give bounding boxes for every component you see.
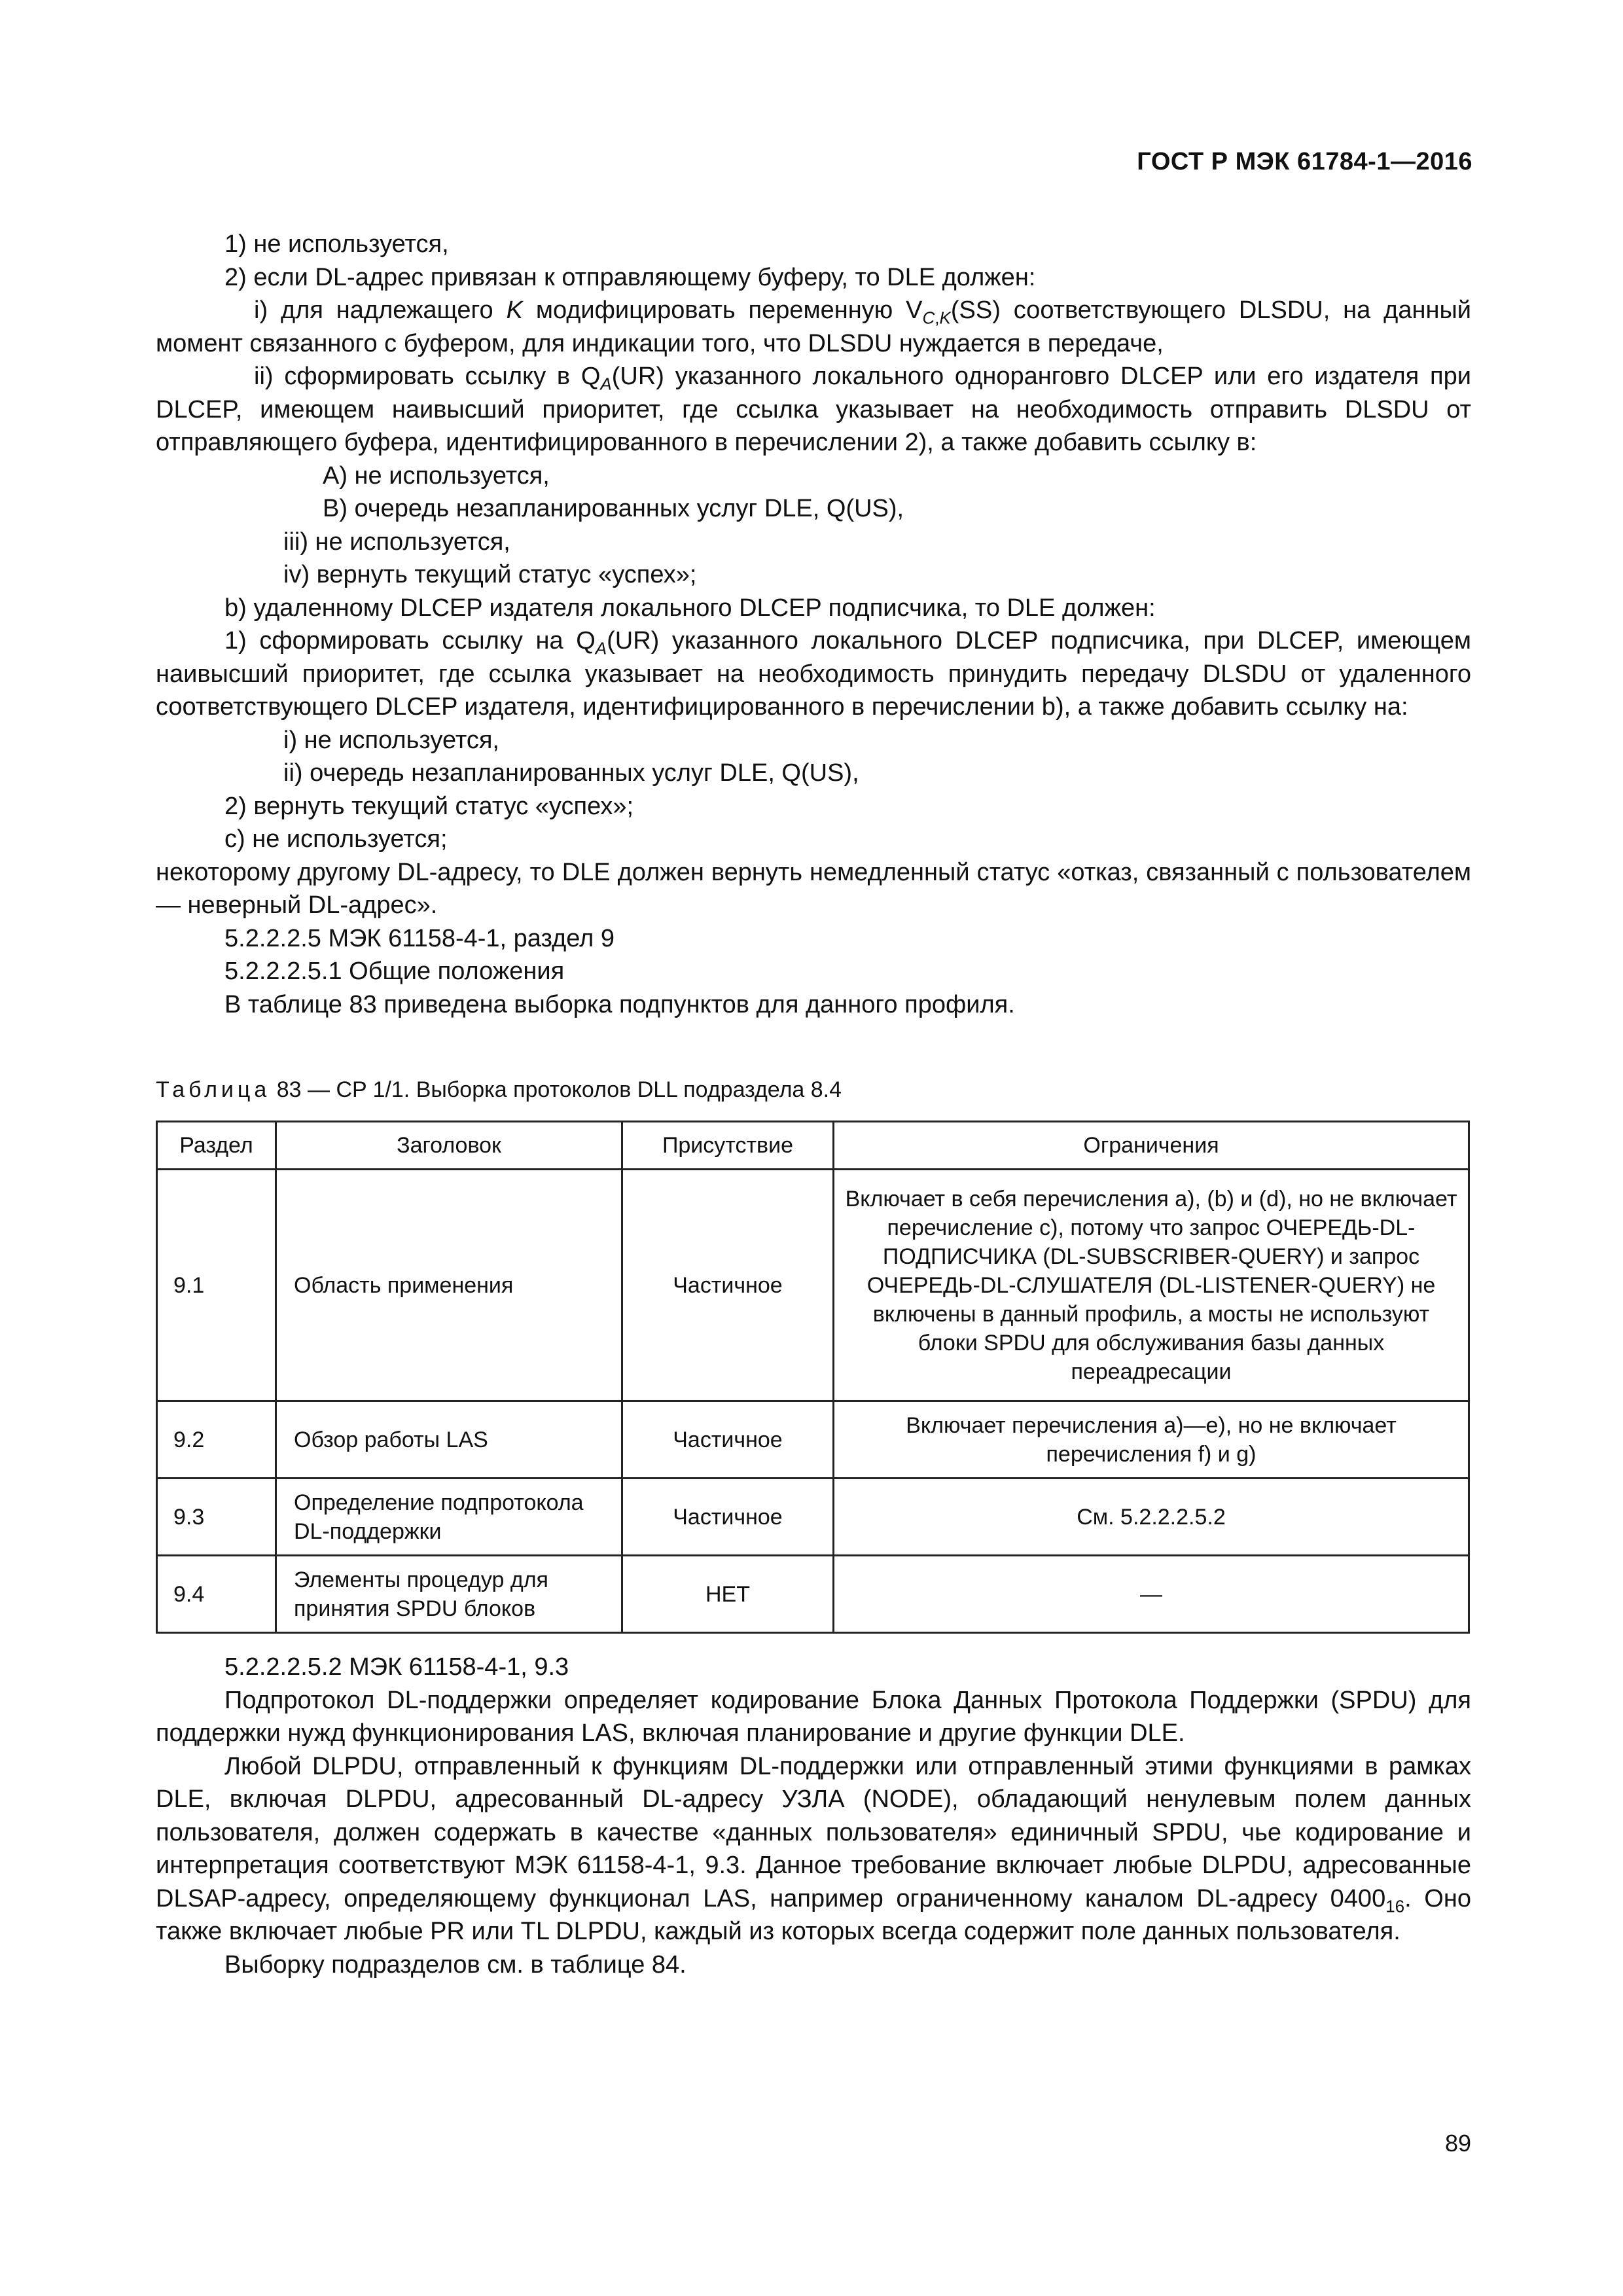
table-row — [157, 1556, 1469, 1633]
cell-limits: Включает перечисления a)—e), но не включает перечисления f) и g) — [834, 1401, 1469, 1479]
paragraph: некоторому другому DL-адресу, то DLE должен вернуть немедленный статус «отказ, связанный с пользователем — неверный DL-адрес». — [156, 858, 1471, 919]
cell-limits: См. 5.2.2.2.5.2 — [834, 1479, 1469, 1556]
table-row — [157, 1401, 1469, 1479]
cell-presence: Частичное — [622, 1401, 834, 1479]
paragraph: 1) не используется, — [224, 230, 449, 258]
cell-title: Обзор работы LAS — [276, 1401, 622, 1479]
cell-section: 9.4 — [157, 1556, 276, 1633]
paragraph: ii) очередь незапланированных услуг DLE, Q(US), — [283, 759, 859, 787]
section-heading: 5.2.2.2.5.1 Общие положения — [224, 958, 565, 985]
cell-presence: Частичное — [622, 1479, 834, 1556]
cell-title: Область применения — [276, 1170, 622, 1401]
cell-limits: Включает в себя перечисления a), (b) и (d), но не включает перечисление c), потому что запрос ОЧЕРЕДЬ-DL-ПОДПИСЧИКА (DL-SUBSCRIBER-QUERY) и запрос ОЧЕРЕДЬ-DL-СЛУШАТЕЛЯ (DL-LISTENER-QUERY) не включены в данный профиль, а мосты не используют блоки SPDU для обслуживания базы данных переадресации — [834, 1170, 1469, 1401]
paragraph: A) не используется, — [323, 461, 550, 490]
cell-title: Элементы процедур для принятия SPDU блоков — [276, 1556, 622, 1633]
paragraph: i) для надлежащего K модифицировать переменную $V_{C,K}(SS)$ соответствующего DLSDU, на данный момент связанного с буфером, для индикации того, что DLSDU нуждается в передаче, — [156, 296, 1471, 357]
paragraph: 2) вернуть текущий статус «успех»; — [224, 792, 634, 820]
paragraph: i) не используется, — [283, 726, 499, 754]
cell-section: 9.2 — [157, 1401, 276, 1479]
paragraph: В таблице 83 приведена выборка подпунктов для данного профиля. — [224, 990, 1015, 1018]
paragraph: b) удаленному DLCEP издателя локального DLCEP подписчика, то DLE должен: — [224, 594, 1156, 622]
column-header-title: Заголовок — [276, 1122, 622, 1170]
cell-section: 9.1 — [157, 1170, 276, 1401]
paragraph: 1) сформировать ссылку на $Q_A(UR)$ указанного локального DLCEP подписчика, при DLCEP, имеющем наивысший приоритет, где ссылка указывает на необходимость принудить передачу DLSDU от удаленного соответствующего DLCEP издателя, идентифицированного в перечислении b), а также добавить ссылку на: — [156, 627, 1471, 721]
table-header-row — [157, 1122, 1469, 1170]
paragraph: Выборку подразделов см. в таблице 84. — [224, 1950, 687, 1979]
paragraph: c) не используется; — [224, 825, 448, 853]
column-header-section: Раздел — [157, 1122, 276, 1170]
table-83 — [156, 1121, 1470, 1634]
body-text-after-table — [156, 1651, 1471, 1981]
paragraph: Любой DLPDU, отправленный к функциям DL-поддержки или отправленный этими функциями в рамках DLE, включая DLPDU, адресованный DL-адресу УЗЛА (NODE), обладающий ненулевым полем данных пользователя, должен содержать в качестве «данных пользователя» единичный SPDU, чье кодирование и интерпретация соответствуют МЭК 61158-4-1, 9.3. Данное требование включает любые DLPDU, адресованные DLSAP-адресу, определяющему функционал LAS, например ограниченному каналом DL-адресу $0400_{16}$. Оно также включает любые PR или TL DLPDU, каждый из которых всегда содержит поле данных пользователя. — [156, 1752, 1471, 1945]
paragraph: ii) сформировать ссылку в $Q_A(UR)$ указанного локального одноранговго DLCEP или его издателя при DLCEP, имеющем наивысший приоритет, где ссылка указывает на необходимость отправить DLSDU от отправляющего буфера, идентифицированного в перечислении 2), а также добавить ссылку в: — [156, 363, 1471, 456]
cell-section: 9.3 — [157, 1479, 276, 1556]
table-row — [157, 1170, 1469, 1401]
paragraph: B) очередь незапланированных услуг DLE, Q(US), — [323, 495, 904, 522]
cell-presence: Частичное — [622, 1170, 834, 1401]
column-header-presence: Присутствие — [622, 1122, 834, 1170]
document-header: ГОСТ Р МЭК 61784-1—2016 — [1137, 148, 1472, 175]
paragraph: 2) если DL-адрес привязан к отправляющему буферу, то DLE должен: — [224, 263, 1036, 291]
section-heading: 5.2.2.2.5.2 МЭК 61158-4-1, 9.3 — [224, 1653, 569, 1681]
table-caption: Таблица 83 — CP 1/1. Выборка протоколов DLL подраздела 8.4 — [156, 1077, 842, 1102]
cell-limits: — — [834, 1556, 1469, 1633]
section-heading: 5.2.2.2.5 МЭК 61158-4-1, раздел 9 — [224, 924, 615, 952]
paragraph: Подпротокол DL-поддержки определяет кодирование Блока Данных Протокола Поддержки (SPDU) для поддержки нужд функционирования LAS, включая планирование и другие функции DLE. — [156, 1686, 1471, 1747]
page-number: 89 — [1444, 2130, 1471, 2157]
table-row — [157, 1479, 1469, 1556]
paragraph: iv) вернуть текущий статус «успех»; — [283, 561, 697, 588]
cell-title: Определение подпротокола DL-поддержки — [276, 1479, 622, 1556]
cell-presence: НЕТ — [622, 1556, 834, 1633]
paragraph: iii) не используется, — [283, 528, 510, 556]
column-header-limits: Ограничения — [834, 1122, 1469, 1170]
body-text — [156, 228, 1471, 1021]
